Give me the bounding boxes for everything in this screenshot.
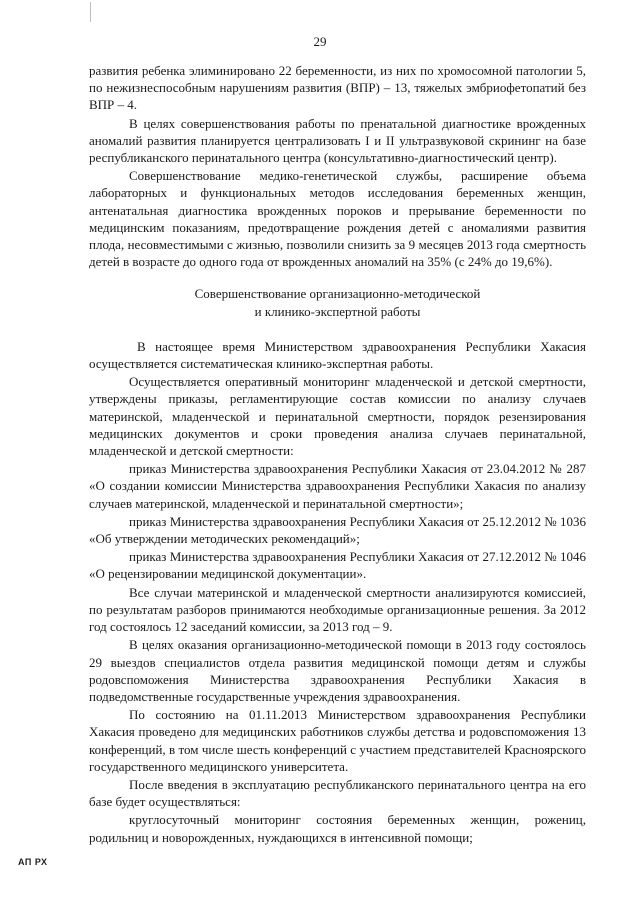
section-heading-line-2: и клинико-экспертной работы [254,303,421,319]
paragraph-order-1036: приказ Министерства здравоохранения Республики Хакасия от 25.12.2012 № 1036 «Об утверждении методических рекомендаций»; [89,513,586,547]
paragraph-elimination: развития ребенка элиминировано 22 беременности, из них по хромосомной патологии 5, по нежизнеспособным нарушениям развития (ВПР) – 13, тяжелых эмбриофетопатий без ВПР – 4. [89,63,586,113]
paragraph-perinatal-center: После введения в эксплуатацию республиканского перинатального центра на его базе будет осуществляться: [89,776,586,810]
section-heading [89,285,586,319]
paragraph-expert-work: В настоящее время Министерством здравоохранения Республики Хакасия осуществляется систематическая клинико-экспертная работы. [89,338,586,372]
paragraph-commission: Все случаи материнской и младенческой смертности анализируются комиссией, по результатам разборов принимаются необходимые организационные решения. За 2012 год состоялось 12 заседаний комиссии, за 2013 год – 9. [89,584,586,635]
paragraph-round-the-clock-monitoring: круглосуточный мониторинг состояния беременных женщин, рожениц, родильниц и новорожденных, нуждающихся в интенсивной помощи; [89,812,586,845]
page-number: 29 [313,34,327,49]
paragraph-monitoring: Осуществляется оперативный мониторинг младенческой и детской смертности, утверждены приказы, регламентирующие состав комиссии по анализу случаев материнской, младенческой и перинатальной смертности, порядок резензирования медицинских документов и сроки проведения анализа случаев перинатальной, младенческой и детской смертности: [89,374,586,459]
scan-edge-mark [90,2,91,22]
paragraph-genetic-service: Совершенствование медико-генетической службы, расширение объема лабораторных и функциональных методов исследования беременных женщин, антенатальная диагностика врожденных пороков и прерывание беременности по медицинским показаниям, предотвращение рождения детей с аномалиями развития плода, несовместимыми с жизнью, позволили снизить за 9 месяцев 2013 года смертность детей в возрасте до одного года от врожденных аномалий на 35% (с 24% до 19,6%). [89,168,586,270]
document-body [89,62,586,847]
paragraph-methodical-help: В целях оказания организационно-методической помощи в 2013 году состоялось 29 выездов специалистов отдела развития медицинской помощи детям и службы родовспоможения Министерства здравоохранения Республики Хакасия в подведомственные государственные учреждения здравоохранения. [89,637,586,704]
footer-stamp: АП РХ [18,857,48,867]
paragraph-prenatal-diagnostics: В целях совершенствования работы по пренатальной диагностике врожденных аномалий развития планируется централизовать I и II ультразвуковой скрининг на базе республиканского перинатального центра (консультативно-диагностический центр). [89,115,586,166]
paragraph-order-1046: приказ Министерства здравоохранения Республики Хакасия от 27.12.2012 № 1046 «О рецензировании медицинской документации». [89,549,586,582]
section-heading-line-1: Совершенствование организационно-методической [194,286,481,302]
paragraph-order-287: приказ Министерства здравоохранения Республики Хакасия от 23.04.2012 № 287 «О создании комиссии Министерства здравоохранения Республики Хакасия по анализу случаев материнской, младенческой и перинатальной смертности»; [89,461,586,511]
paragraph-conferences: По состоянию на 01.11.2013 Министерством здравоохранения Республики Хакасия проведено для медицинских работников службы детства и родовспоможения 13 конференций, в том числе шесть конференций с участием представителей Красноярского государственного медицинского университета. [89,707,586,774]
